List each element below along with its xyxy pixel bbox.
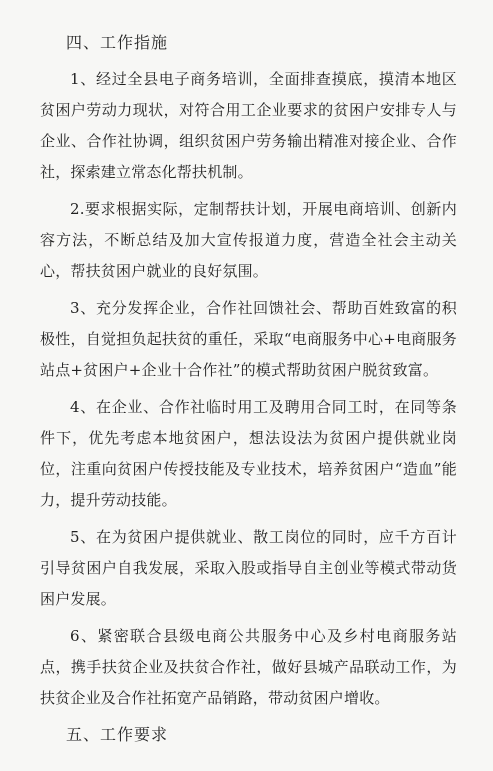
paragraph-6: 6、紧密联合县级电商公共服务中心及乡村电商服务站点，携手扶贫企业及扶贫合作社，做好县城产品联动工作，为扶贫企业及合作社拓宽产品销路，带动贫困户增收。 (40, 627, 457, 707)
paragraph-5: 5、在为贫困户提供就业、散工岗位的同时，应千方百计引导贫困户自我发展，采取入股或指导自主创业等模式带动货困户发展。 (40, 528, 457, 608)
section-four-heading: 四、工作指施 (66, 33, 169, 52)
section-five-heading: 五、工作要求 (66, 725, 169, 744)
paragraph-2: 2.要求根据实际，定制帮扶计划，开展电商培训、创新内容方法，不断总结及加大宣传报道力度，营造全社会主动关心，帮扶贫困户就业的良好氛围。 (40, 200, 457, 280)
paragraph-4: 4、在企业、合作社临时用工及聘用合同工时，在同等条件下，优先考虑本地贫困户，想法设法为贫困户提供就业岗位，注重向贫困户传授技能及专业技术，培养贫困户“造血”能力，提升劳动技能。 (40, 398, 457, 509)
paragraph-3: 3、充分发挥企业，合作社回馈社会、帮助百姓致富的积极性，自觉担负起扶贫的重任，采取“电商服务中心+电商服务站点+贫困户+企业十合作社”的模式帮助贫困户脱贫致富。 (40, 299, 457, 379)
paragraph-1: 1、经过全县电子商务培训，全面排查摸底，摸清本地区贫困户劳动力现状，对符合用工企业要求的贫困户安排专人与企业、合作社协调，组织贫困户劳务输出精准对接企业、合作社，探索建立常态化帮扶机制。 (40, 70, 457, 181)
